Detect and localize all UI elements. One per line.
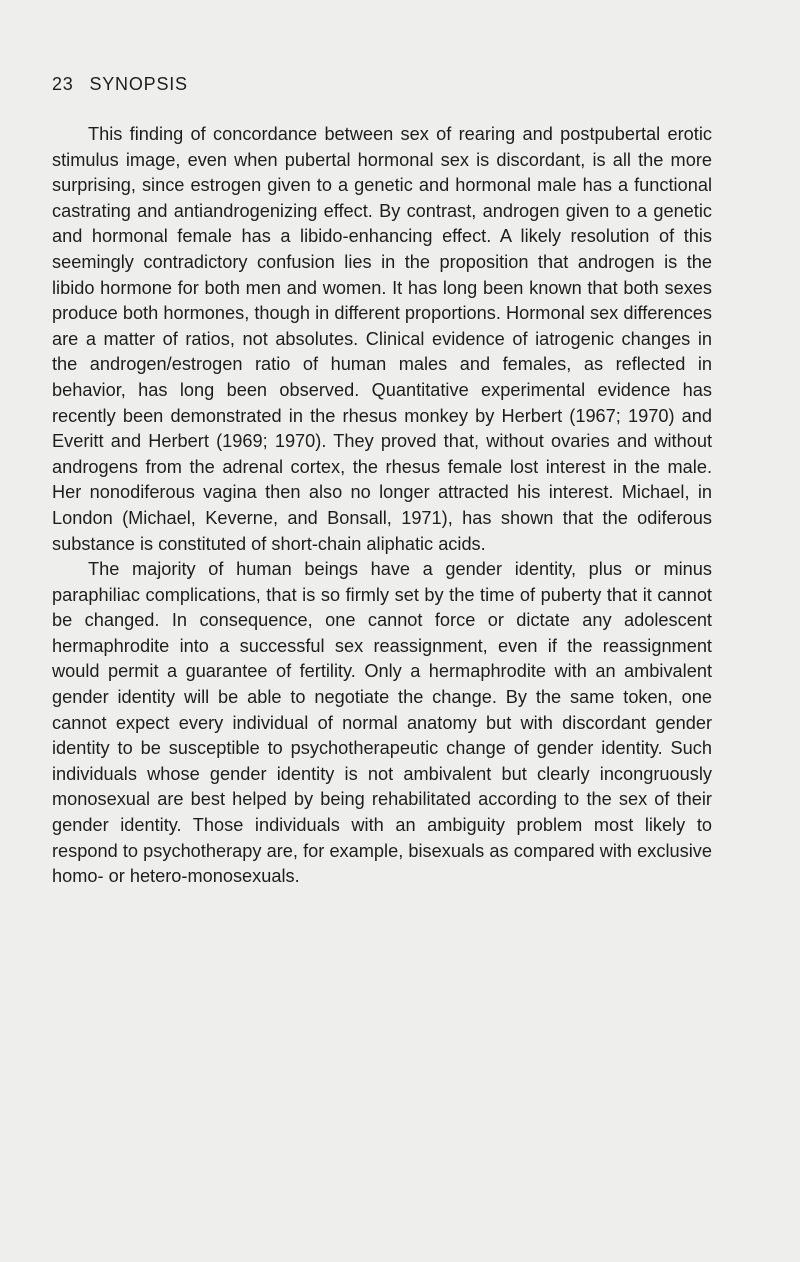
section-title: SYNOPSIS <box>89 74 188 94</box>
page-number: 23 <box>52 74 74 94</box>
paragraph: This finding of concordance between sex of rearing and postpubertal erotic stimulus image, even when pubertal hormonal sex is discordant, is all the more surprising, since estrogen given to a genetic and hormonal male has a functional castrating and antiandrogenizing effect. By contrast, androgen given to a genetic and hormonal female has a libido-enhancing effect. A likely resolution of this seemingly contradictory confusion lies in the proposition that androgen is the libido hormone for both men and women. It has long been known that both sexes produce both hormones, though in different proportions. Hormonal sex differences are a matter of ratios, not absolutes. Clinical evidence of iatrogenic changes in the androgen/estrogen ratio of human males and females, as reflected in behavior, has long been observed. Quantitative experimental evidence has recently been demonstrated in the rhesus monkey by Herbert (1967; 1970) and Everitt and Herbert (1969; 1970). They proved that, without ovaries and without androgens from the adrenal cortex, the rhesus female lost interest in the male. Her nonodiferous vagina then also no longer attracted his interest. Michael, in London (Michael, Keverne, and Bonsall, 1971), has shown that the odiferous substance is constituted of short-chain aliphatic acids. <box>52 124 712 554</box>
running-head <box>52 74 188 95</box>
paragraph: The majority of human beings have a gender identity, plus or minus paraphiliac complications, that is so firmly set by the time of puberty that it cannot be changed. In consequence, one cannot force or dictate any adolescent hermaphrodite into a successful sex reassignment, even if the reassignment would permit a guarantee of fertility. Only a hermaphrodite with an ambivalent gender identity will be able to negotiate the change. By the same token, one cannot expect every individual of normal anatomy but with discordant gender identity to be susceptible to psychotherapeutic change of gender identity. Such individuals whose gender identity is not ambivalent but clearly incongruously monosexual are best helped by being rehabilitated according to the sex of their gender identity. Those individuals with an ambiguity problem most likely to respond to psychotherapy are, for example, bisexuals as compared with exclusive homo- or hetero-monosexuals. <box>52 559 712 887</box>
body-text <box>52 122 712 890</box>
